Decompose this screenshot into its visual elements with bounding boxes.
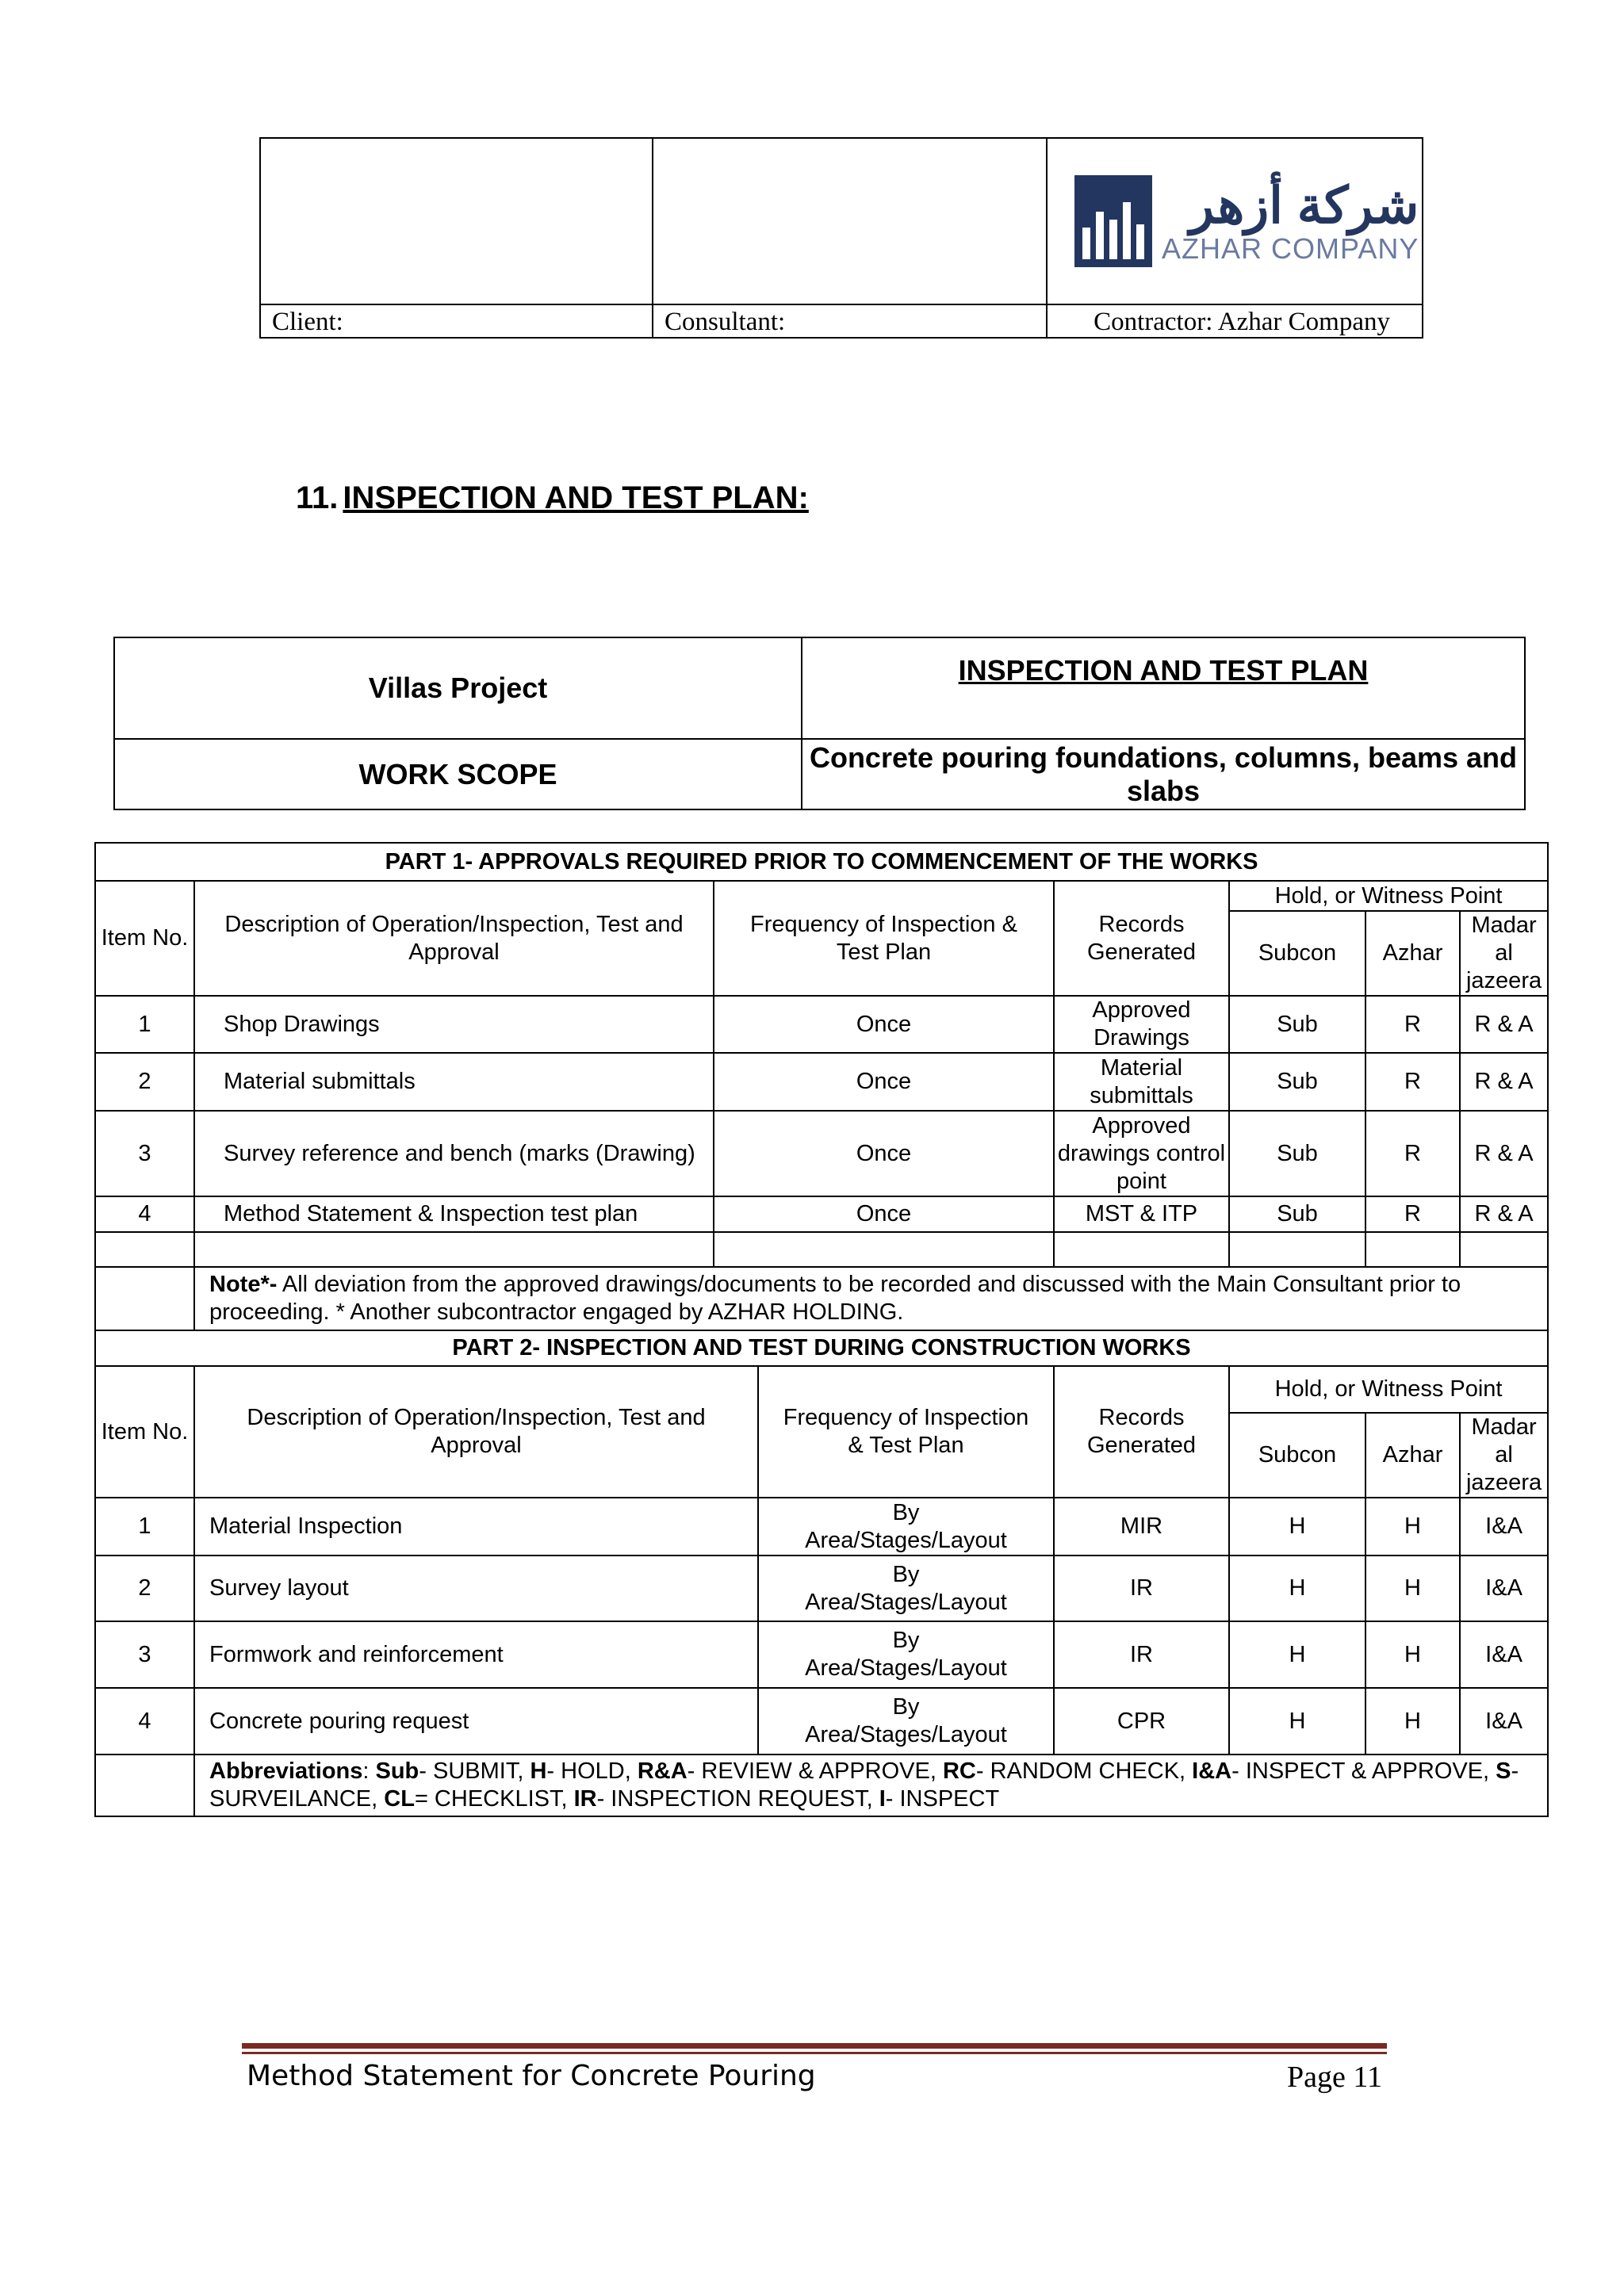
- row-records: CPR: [1054, 1688, 1229, 1755]
- consultant-label: Consultant:: [653, 304, 1047, 338]
- part1-header-hold: Hold, or Witness Point: [1229, 881, 1548, 911]
- section-title: INSPECTION AND TEST PLAN:: [343, 480, 809, 515]
- section-heading: [296, 480, 809, 516]
- row-azhar: R: [1365, 996, 1460, 1053]
- row-madar: I&A: [1460, 1688, 1548, 1755]
- part2-header-hold: Hold, or Witness Point: [1229, 1366, 1548, 1413]
- azhar-company-logo: [1048, 175, 1422, 267]
- footer-rule-thick: [242, 2043, 1387, 2049]
- abbreviations-note: Abbreviations: Sub- SUBMIT, H- HOLD, R&A- REVIEW & APPROVE, RC- RANDOM CHECK, I&A- INSPECT & APPROVE, S- SURVEILANCE, CL= CHECKLIST, IR- INSPECTION REQUEST, I- INSPECT: [194, 1755, 1548, 1816]
- part2-header-records: Records Generated: [1054, 1366, 1229, 1498]
- row-description: Shop Drawings: [194, 996, 714, 1053]
- itp-table: [94, 842, 1549, 1817]
- document-header-table: [259, 137, 1423, 339]
- row-madar: I&A: [1460, 1621, 1548, 1688]
- row-frequency: Once: [714, 996, 1054, 1053]
- footer-page-number: Page 11: [1287, 2061, 1382, 2094]
- table-row: [95, 1196, 1548, 1232]
- part1-header-subcon: Subcon: [1229, 911, 1365, 996]
- row-frequency: Once: [714, 1053, 1054, 1111]
- row-records: Material submittals: [1054, 1053, 1229, 1111]
- footer-rule-thin: [242, 2052, 1387, 2054]
- client-logo-cell: [260, 138, 653, 304]
- row-description: Survey layout: [194, 1556, 758, 1621]
- plan-title: INSPECTION AND TEST PLAN: [802, 637, 1525, 739]
- row-no: 3: [95, 1621, 194, 1688]
- row-records: IR: [1054, 1621, 1229, 1688]
- work-scope-value: Concrete pouring foundations, columns, beams and slabs: [802, 739, 1525, 809]
- part1-header-madar: Madar al jazeera: [1460, 911, 1548, 996]
- table-row: [95, 996, 1548, 1053]
- part1-header-azhar: Azhar: [1365, 911, 1460, 996]
- row-frequency: By Area/Stages/Layout: [758, 1621, 1054, 1688]
- table-row: [95, 1053, 1548, 1111]
- row-azhar: H: [1365, 1621, 1460, 1688]
- part2-title: PART 2- INSPECTION AND TEST DURING CONSTRUCTION WORKS: [95, 1330, 1548, 1366]
- table-row: [95, 1498, 1548, 1556]
- contractor-logo-cell: [1047, 138, 1423, 304]
- row-madar: R & A: [1460, 996, 1548, 1053]
- row-frequency: By Area/Stages/Layout: [758, 1688, 1054, 1755]
- client-label: Client:: [260, 304, 653, 338]
- row-subcon: H: [1229, 1556, 1365, 1621]
- consultant-logo-cell: [653, 138, 1047, 304]
- empty-row: [95, 1232, 1548, 1267]
- row-description: Method Statement & Inspection test plan: [194, 1196, 714, 1232]
- row-subcon: H: [1229, 1688, 1365, 1755]
- row-records: MIR: [1054, 1498, 1229, 1556]
- row-madar: R & A: [1460, 1196, 1548, 1232]
- part2-header-description: Description of Operation/Inspection, Test and Approval: [194, 1366, 758, 1498]
- part1-header-records: Records Generated: [1054, 881, 1229, 996]
- row-madar: I&A: [1460, 1556, 1548, 1621]
- row-subcon: H: [1229, 1621, 1365, 1688]
- part1-header-item: Item No.: [95, 881, 194, 996]
- row-azhar: H: [1365, 1688, 1460, 1755]
- note-label: Note*-: [209, 1272, 278, 1297]
- table-row: [95, 1111, 1548, 1196]
- table-row: [95, 1556, 1548, 1621]
- row-azhar: R: [1365, 1111, 1460, 1196]
- row-subcon: H: [1229, 1498, 1365, 1556]
- part1-title: PART 1- APPROVALS REQUIRED PRIOR TO COMMENCEMENT OF THE WORKS: [95, 843, 1548, 881]
- row-no: 2: [95, 1556, 194, 1621]
- row-frequency: Once: [714, 1111, 1054, 1196]
- project-info-table: [113, 637, 1526, 810]
- row-no: 1: [95, 1498, 194, 1556]
- part2-header-item: Item No.: [95, 1366, 194, 1498]
- row-frequency: By Area/Stages/Layout: [758, 1556, 1054, 1621]
- row-records: IR: [1054, 1556, 1229, 1621]
- azhar-logo-icon: [1074, 175, 1152, 267]
- logo-english-text: AZHAR COMPANY: [1162, 232, 1419, 265]
- row-description: Material Inspection: [194, 1498, 758, 1556]
- part2-header-frequency: Frequency of Inspection & Test Plan: [758, 1366, 1054, 1498]
- row-azhar: H: [1365, 1498, 1460, 1556]
- footer-document-title: Method Statement for Concrete Pouring: [247, 2060, 816, 2092]
- row-frequency: By Area/Stages/Layout: [758, 1498, 1054, 1556]
- row-no: 4: [95, 1688, 194, 1755]
- table-row: [95, 1621, 1548, 1688]
- note-text: All deviation from the approved drawings/documents to be recorded and discussed with the Main Consultant prior to proceeding. * Another subcontractor engaged by AZHAR HOLDING.: [209, 1272, 1461, 1325]
- row-description: Material submittals: [194, 1053, 714, 1111]
- part1-note: [194, 1267, 1548, 1330]
- row-description: Concrete pouring request: [194, 1688, 758, 1755]
- row-azhar: H: [1365, 1556, 1460, 1621]
- table-row: [95, 1688, 1548, 1755]
- row-no: 1: [95, 996, 194, 1053]
- row-madar: R & A: [1460, 1053, 1548, 1111]
- row-records: Approved drawings control point: [1054, 1111, 1229, 1196]
- part2-header-madar: Madar al jazeera: [1460, 1413, 1548, 1498]
- row-madar: I&A: [1460, 1498, 1548, 1556]
- row-description: Survey reference and bench (marks (Drawing): [194, 1111, 714, 1196]
- section-number: 11.: [296, 480, 339, 515]
- row-madar: R & A: [1460, 1111, 1548, 1196]
- row-subcon: Sub: [1229, 996, 1365, 1053]
- row-no: 4: [95, 1196, 194, 1232]
- row-records: MST & ITP: [1054, 1196, 1229, 1232]
- row-description: Formwork and reinforcement: [194, 1621, 758, 1688]
- row-azhar: R: [1365, 1196, 1460, 1232]
- part2-header-subcon: Subcon: [1229, 1413, 1365, 1498]
- contractor-label: Contractor: Azhar Company: [1047, 304, 1423, 338]
- part1-header-frequency: Frequency of Inspection & Test Plan: [714, 881, 1054, 996]
- project-name: Villas Project: [114, 637, 802, 739]
- row-azhar: R: [1365, 1053, 1460, 1111]
- row-records: Approved Drawings: [1054, 996, 1229, 1053]
- logo-arabic-text: شركة أزهر: [1189, 177, 1419, 234]
- row-subcon: Sub: [1229, 1111, 1365, 1196]
- row-frequency: Once: [714, 1196, 1054, 1232]
- part2-header-azhar: Azhar: [1365, 1413, 1460, 1498]
- row-subcon: Sub: [1229, 1196, 1365, 1232]
- row-no: 2: [95, 1053, 194, 1111]
- row-subcon: Sub: [1229, 1053, 1365, 1111]
- row-no: 3: [95, 1111, 194, 1196]
- part1-header-description: Description of Operation/Inspection, Test and Approval: [194, 881, 714, 996]
- work-scope-label: WORK SCOPE: [114, 739, 802, 809]
